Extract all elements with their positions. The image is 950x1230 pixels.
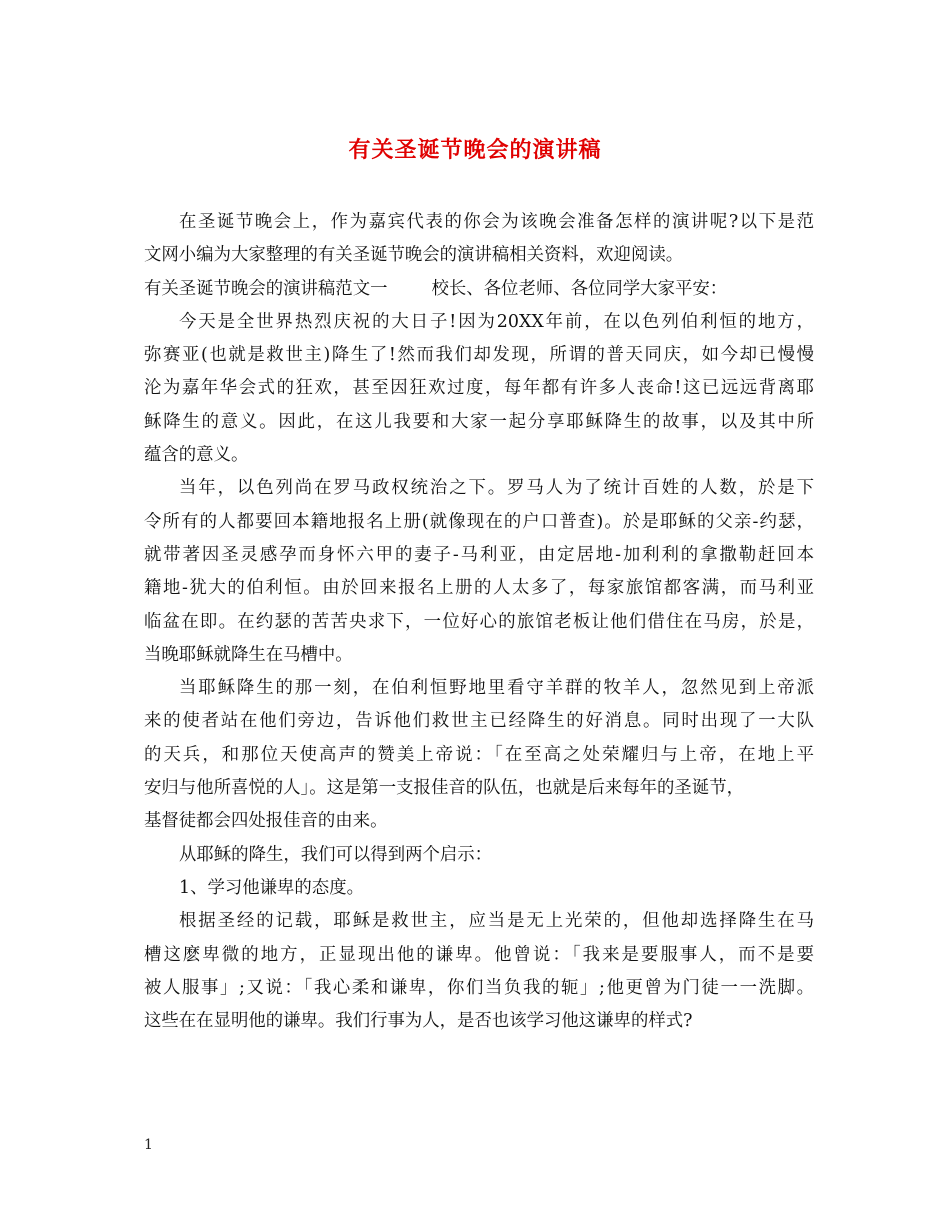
body-line: 令所有的人都要回本籍地报名上册(就像现在的户口普查)。於是耶稣的父亲-约瑟， [144, 511, 814, 532]
body-line: 的天兵，和那位天使高声的赞美上帝说：「在至高之处荣耀归与上帝，在地上平 [144, 744, 814, 765]
body-line: 临盆在即。在约瑟的苦苦央求下，一位好心的旅馆老板让他们借住在马房，於是， [144, 611, 814, 632]
section-heading: 有关圣诞节晚会的演讲稿范文一 [144, 278, 388, 299]
body-line: 安归与他所喜悦的人」。这是第一支报佳音的队伍，也就是后来每年的圣诞节， [144, 778, 744, 799]
body-line: 这些在在显明他的谦卑。我们行事为人，是否也该学习他这谦卑的样式? [144, 1011, 693, 1032]
body-line: 根据圣经的记载，耶稣是救世主，应当是无上光荣的，但他却选择降生在马 [179, 911, 814, 932]
page-number: 1 [144, 1137, 153, 1153]
body-line: 被人服事」;又说：「我心柔和谦卑，你们当负我的轭」;他更曾为门徒一一洗脚。 [144, 977, 814, 998]
body-line: 就带著因圣灵感孕而身怀六甲的妻子-马利亚，由定居地-加利利的拿撒勒赶回本 [144, 544, 814, 565]
body-line: 当晚耶稣就降生在马槽中。 [144, 644, 353, 665]
body-line: 稣降生的意义。因此，在这儿我要和大家一起分享耶稣降生的故事，以及其中所 [144, 411, 814, 432]
body-line: 今天是全世界热烈庆祝的大日子!因为20XX年前，在以色列伯利恒的地方， [179, 311, 814, 332]
body-line: 来的使者站在他们旁边，告诉他们救世主已经降生的好消息。同时出现了一大队 [144, 711, 814, 732]
greeting-text: 校长、各位老师、各位同学大家平安： [431, 278, 728, 299]
body-line: 从耶稣的降生，我们可以得到两个启示： [179, 844, 493, 865]
body-line: 在圣诞节晚会上，作为嘉宾代表的你会为该晚会准备怎样的演讲呢?以下是范 [179, 212, 814, 232]
document-title: 有关圣诞节晚会的演讲稿 [348, 137, 602, 163]
body-line: 弥赛亚(也就是救世主)降生了!然而我们却发现，所谓的普天同庆，如今却已慢慢 [144, 345, 814, 366]
body-line: 沦为嘉年华会式的狂欢，甚至因狂欢过度，每年都有许多人丧命!这已远远背离耶 [144, 378, 814, 399]
body-line: 槽这麽卑微的地方，正显现出他的谦卑。他曾说：「我来是要服事人，而不是要 [144, 944, 814, 965]
body-line: 籍地-犹大的伯利恒。由於回来报名上册的人太多了，每家旅馆都客满，而马利亚 [144, 578, 814, 599]
body-line: 当年，以色列尚在罗马政权统治之下。罗马人为了统计百姓的人数，於是下 [179, 478, 814, 499]
body-line: 1、学习他谦卑的态度。 [179, 877, 364, 898]
body-line: 基督徒都会四处报佳音的由来。 [144, 811, 388, 832]
body-line: 文网小编为大家整理的有关圣诞节晚会的演讲稿相关资料，欢迎阅读。 [144, 245, 684, 266]
body-line: 蕴含的意义。 [144, 445, 249, 466]
body-line: 当耶稣降生的那一刻，在伯利恒野地里看守羊群的牧羊人，忽然见到上帝派 [179, 678, 814, 699]
document-body [144, 206, 814, 1038]
body-line-with-greeting [144, 273, 814, 306]
